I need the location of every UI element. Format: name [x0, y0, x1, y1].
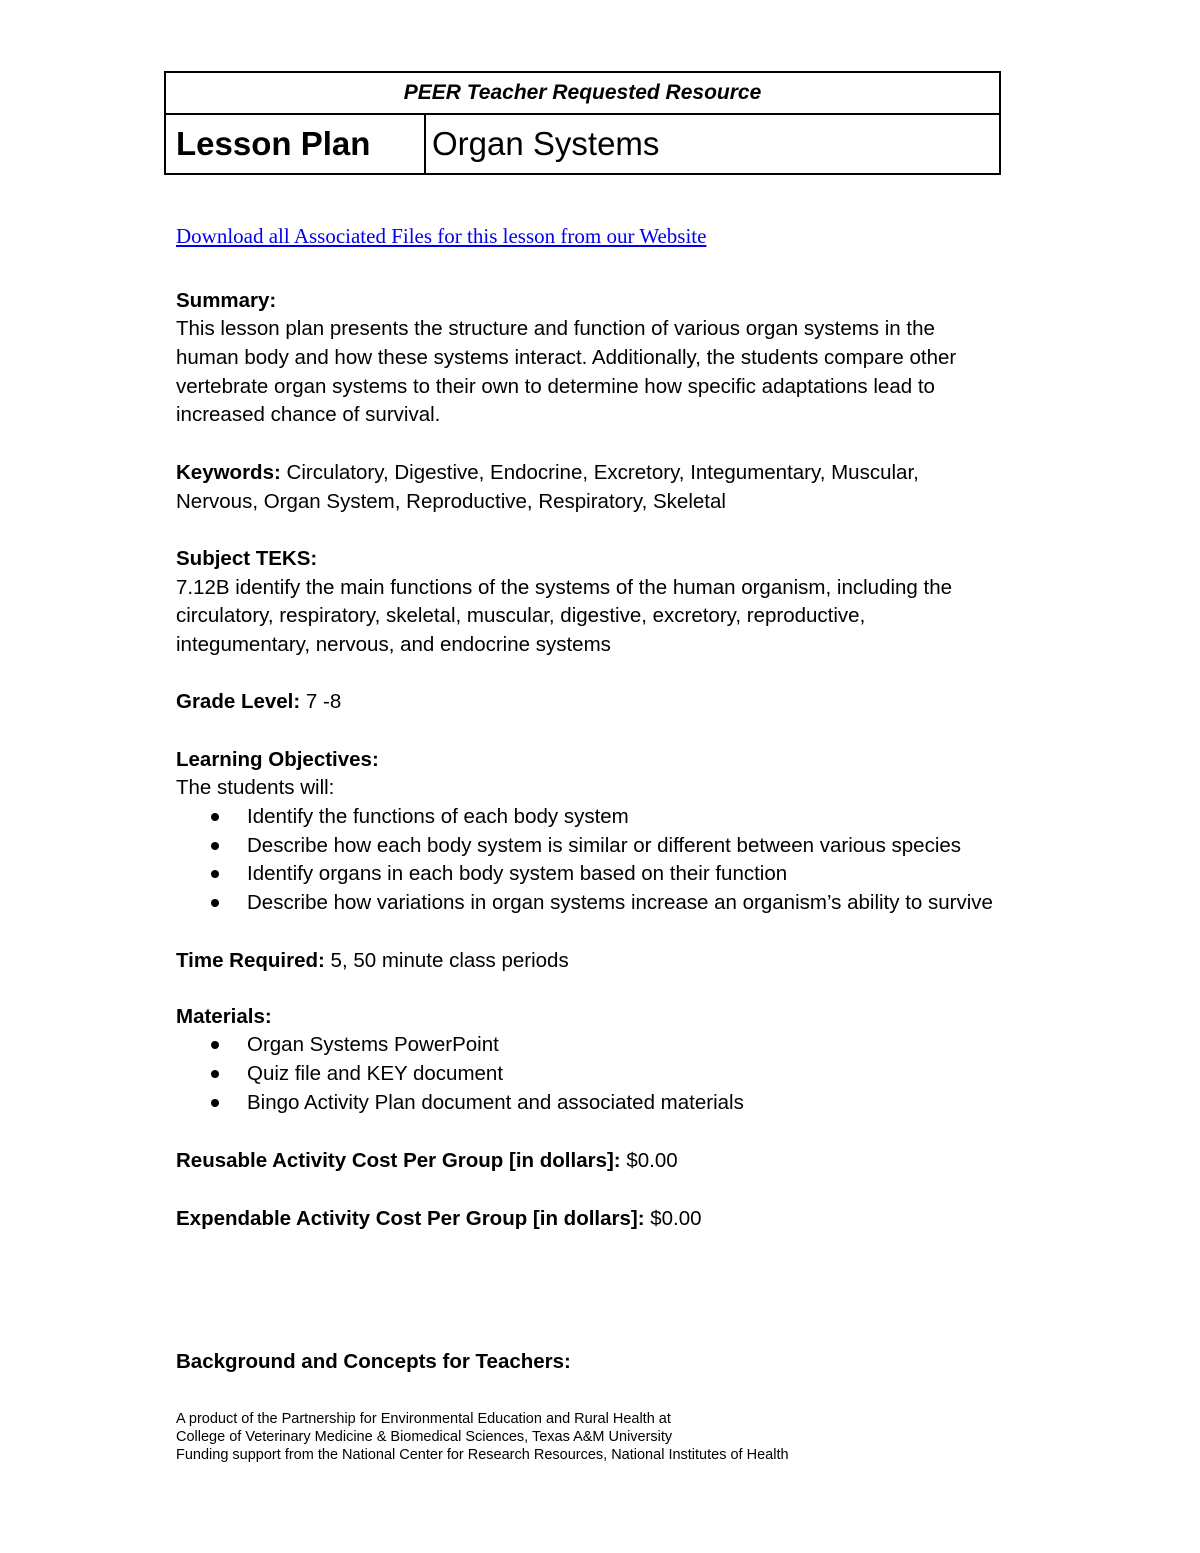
summary-line: This lesson plan presents the structure and function of various organ systems in the	[176, 317, 935, 340]
bullet-icon	[211, 899, 219, 907]
footer-line: Funding support from the National Center for Research Resources, National Institutes of Health	[176, 1447, 789, 1463]
download-files-link[interactable]: Download all Associated Files for this lesson from our Website	[176, 224, 707, 248]
footer-line: A product of the Partnership for Environmental Education and Rural Health at	[176, 1411, 671, 1427]
teks-line: 7.12B identify the main functions of the systems of the human organism, including the	[176, 576, 953, 599]
objective-text: Describe how each body system is similar or different between various species	[247, 834, 962, 857]
footer-line: College of Veterinary Medicine & Biomedical Sciences, Texas A&M University	[176, 1429, 673, 1445]
summary-line: human body and how these systems interact. Additionally, the students compare other	[176, 346, 957, 369]
bullet-icon	[211, 1070, 219, 1078]
summary-heading: Summary:	[176, 289, 277, 312]
header-table	[164, 71, 1001, 175]
expendable-cost-value: $0.00	[644, 1207, 702, 1230]
reusable-cost-heading: Reusable Activity Cost Per Group [in dollars]:	[176, 1149, 621, 1172]
objectives-intro: The students will:	[176, 776, 335, 799]
objective-text: Identify organs in each body system based on their function	[247, 862, 788, 885]
materials-heading: Materials:	[176, 1005, 272, 1028]
summary-line: vertebrate organ systems to their own to determine how specific adaptations lead to	[176, 375, 935, 398]
objective-text: Identify the functions of each body system	[247, 805, 629, 828]
teks-line: integumentary, nervous, and endocrine systems	[176, 633, 611, 656]
lesson-topic-title: Organ Systems	[432, 125, 660, 162]
grade-level-heading: Grade Level:	[176, 690, 301, 713]
reusable-cost-value: $0.00	[620, 1149, 678, 1172]
teks-line: circulatory, respiratory, skeletal, muscular, digestive, excretory, reproductive,	[176, 604, 866, 627]
teks-heading: Subject TEKS:	[176, 547, 318, 570]
expendable-cost-line	[176, 1204, 702, 1233]
keywords-list-continued: Nervous, Organ System, Reproductive, Respiratory, Skeletal	[176, 490, 726, 513]
material-text: Organ Systems PowerPoint	[247, 1033, 499, 1056]
time-required-heading: Time Required:	[176, 949, 325, 972]
grade-level-line	[176, 687, 341, 716]
resource-label: PEER Teacher Requested Resource	[166, 73, 999, 115]
background-heading: Background and Concepts for Teachers:	[176, 1350, 571, 1373]
grade-level-value: 7 -8	[300, 690, 342, 713]
bullet-icon	[211, 870, 219, 878]
bullet-icon	[211, 1099, 219, 1107]
material-text: Quiz file and KEY document	[247, 1062, 504, 1085]
objectives-heading: Learning Objectives:	[176, 748, 379, 771]
keywords-heading: Keywords:	[176, 461, 281, 484]
time-required-value: 5, 50 minute class periods	[324, 949, 569, 972]
summary-line: increased chance of survival.	[176, 403, 441, 426]
material-text: Bingo Activity Plan document and associated materials	[247, 1091, 744, 1114]
keywords-list: Circulatory, Digestive, Endocrine, Excretory, Integumentary, Muscular,	[280, 461, 919, 484]
reusable-cost-line	[176, 1146, 678, 1175]
bullet-icon	[211, 813, 219, 821]
doc-type-label: Lesson Plan	[166, 115, 426, 173]
expendable-cost-heading: Expendable Activity Cost Per Group [in dollars]:	[176, 1207, 645, 1230]
bullet-icon	[211, 842, 219, 850]
time-required-line	[176, 946, 569, 975]
keywords-line	[176, 458, 919, 487]
objective-text: Describe how variations in organ systems increase an organism’s ability to survive	[247, 891, 993, 914]
bullet-icon	[211, 1041, 219, 1049]
